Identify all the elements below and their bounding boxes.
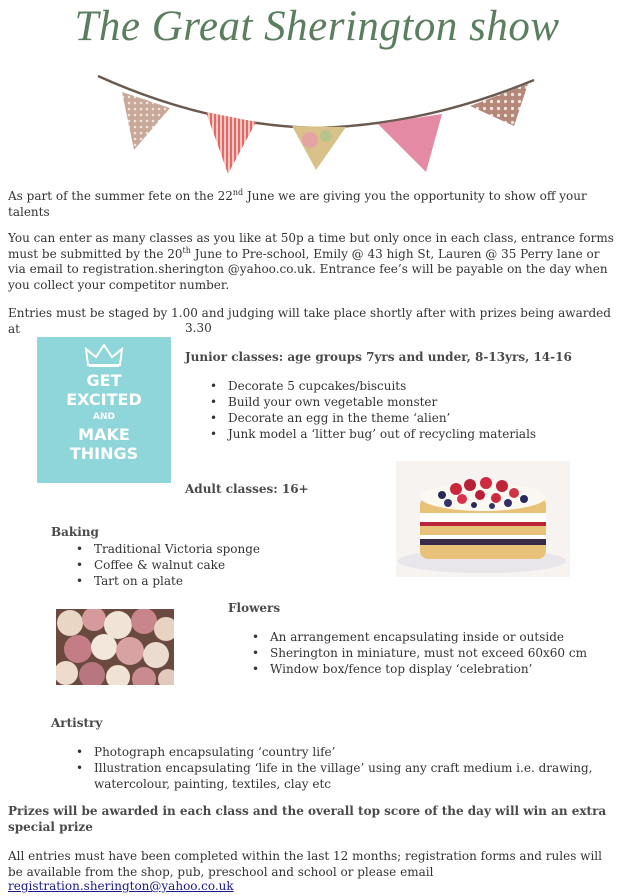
baking-list [72,541,260,589]
roses-image [56,609,174,685]
intro-p2-start: You can enter as many classes as you like at 50p a time but only once in each class, entrance forms must be submitted by the 20 [8,231,614,261]
poster-line-and: AND [93,412,115,422]
baking-heading: Baking [51,525,99,539]
list-item: • Junk model a ‘litter bug’ out of recycling materials [206,426,536,442]
poster-line-things: THINGS [69,444,139,463]
list-item: • An arrangement encapsulating inside or outside [248,629,587,645]
junior-list [206,378,536,442]
list-item: • Decorate 5 cupcakes/biscuits [206,378,536,394]
junior-heading: Junior classes: age groups 7yrs and under, 8-13yrs, 14-16 [185,350,572,364]
poster-line-make: MAKE [78,425,130,444]
list-item: • Window box/fence top display ‘celebration’ [248,661,587,677]
prize-time: 3.30 [185,321,212,335]
prizes-notice: Prizes will be awarded in each class and the overall top score of the day will win an extra special prize [8,804,607,834]
flowers-heading: Flowers [228,601,281,615]
list-item: • Illustration encapsulating ‘life in the village’ using any craft medium i.e. drawing, watercolour, painting, textiles, clay etc [72,760,612,792]
list-item: • Decorate an egg in the theme ‘alien’ [206,410,536,426]
intro-p2-end: June to Pre-school, Emily @ 43 high St, Lauren @ 35 Perry lane or via email to registration.sherington @yahoo.co.uk. Entrance fee’s will be payable on the day when you collect your competitor number. [8,246,608,292]
intro-p2-ordinal: th [182,245,191,255]
poster-line-get: GET [86,371,122,390]
list-item: • Coffee & walnut cake [72,557,260,573]
artistry-heading: Artistry [51,716,103,730]
list-item: • Traditional Victoria sponge [72,541,260,557]
list-item: • Sherington in miniature, must not exceed 60x60 cm [248,645,587,661]
get-excited-poster [37,337,171,483]
adult-heading: Adult classes: 16+ [185,482,309,496]
registration-email-link[interactable]: registration.sherington@yahoo.co.uk [8,879,234,893]
intro-p1-end: June we are giving you the opportunity to show off your talents [8,189,587,219]
intro-paragraph-3: Entries must be staged by 1.00 and judging will take place shortly after with prizes being awarded at [8,306,611,336]
bunting-image [96,70,536,182]
flowers-list [248,629,587,677]
artistry-list [72,744,612,792]
list-item: • Build your own vegetable monster [206,394,536,410]
poster-line-excited: EXCITED [66,390,142,409]
intro-paragraph-2 [8,231,620,293]
footer-text: All entries must have been completed within the last 12 months; registration forms and rules will be available from the shop, pub, preschool and school or please email [8,849,602,879]
intro-p1-start: As part of the summer fete on the 22 [8,189,233,203]
list-item: • Photograph encapsulating ‘country life’ [72,744,612,760]
list-item: • Tart on a plate [72,573,260,589]
intro-paragraph-1 [8,189,620,220]
intro-p1-ordinal: nd [232,188,244,197]
victoria-sponge-image [396,461,570,577]
page-title: The Great Sherington show [74,3,560,50]
crown-icon [84,343,124,369]
